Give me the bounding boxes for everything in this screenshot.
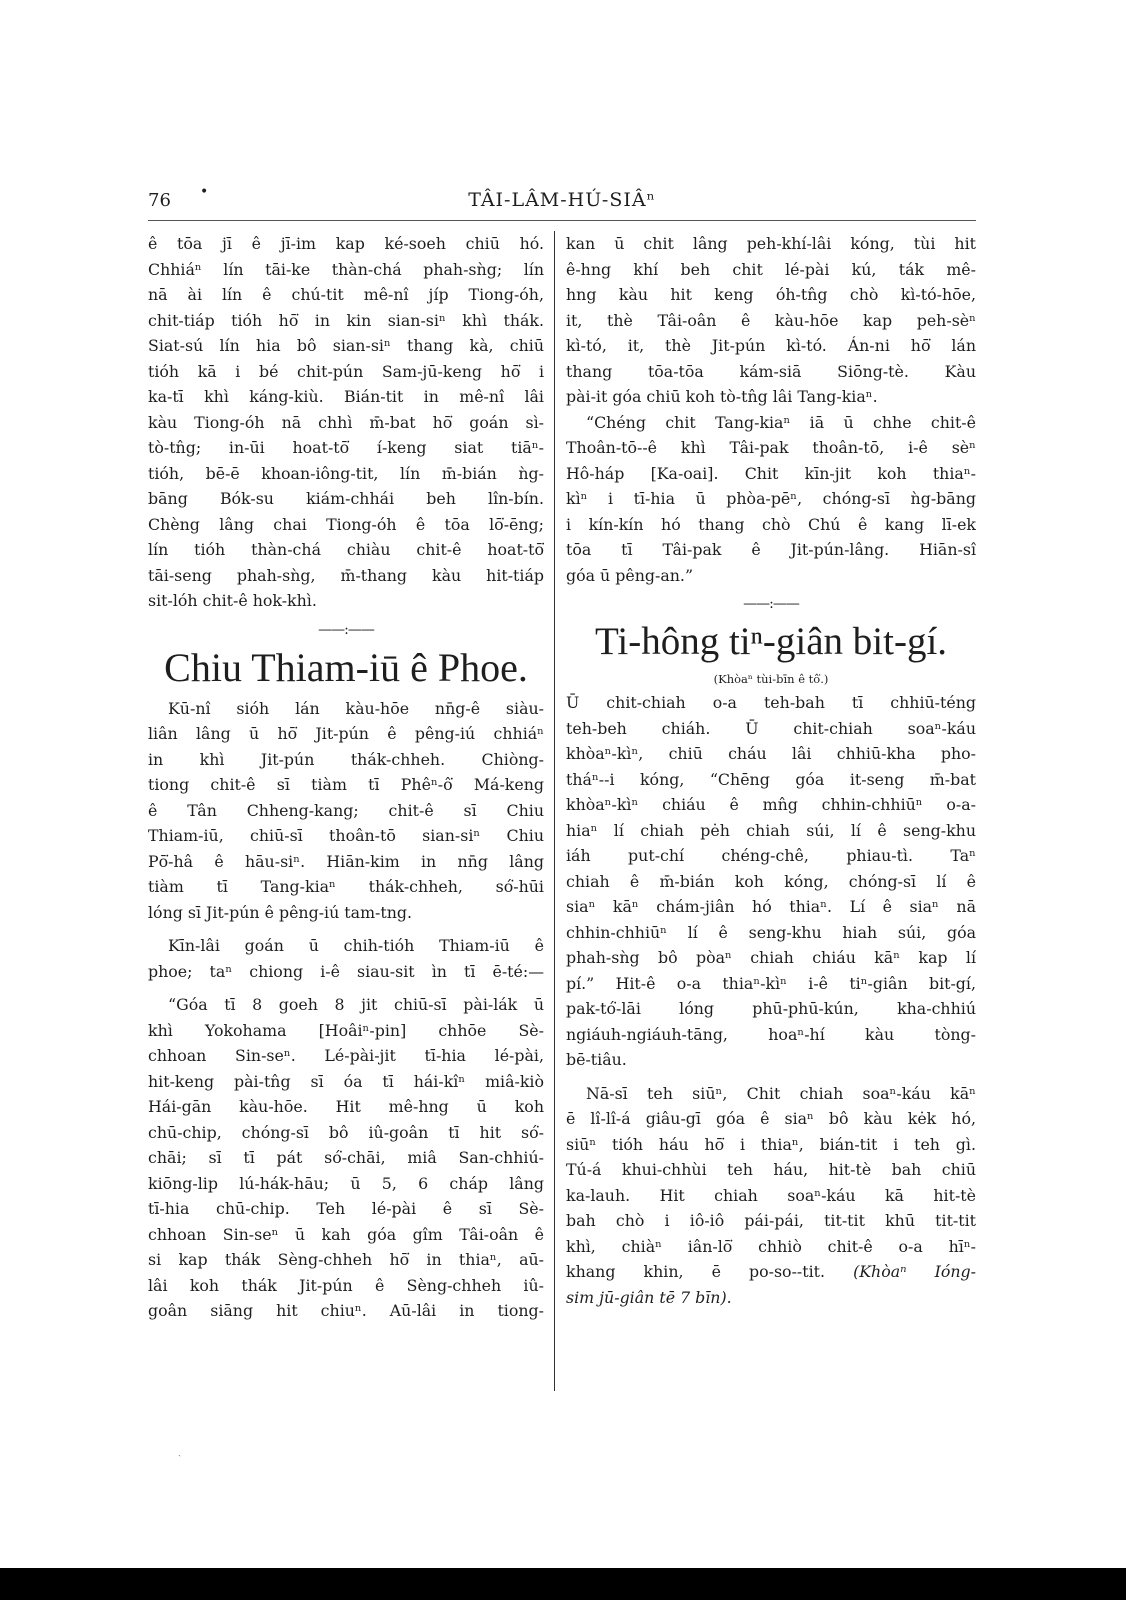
text-line: teh-beh chiáh. Ū chit-chiah soaⁿ-káu [566, 718, 976, 738]
text-line: kàu Tiong-óh nā chhì m̄-bat hō͘ goán sì- [148, 412, 544, 432]
left-column [148, 231, 544, 1324]
text-line: Tú-á khui-chhùi teh háu, hit-tè bah chiū [566, 1160, 976, 1179]
text-line: iáh put-chí chéng-chê, phiau-tì. Taⁿ [566, 846, 976, 865]
text-line: ē lî-lî-á giâu-gī góa ê siaⁿ bô kàu kėk hó, [566, 1109, 976, 1128]
page-header [148, 186, 976, 221]
separator: ——:—— [318, 621, 374, 638]
text-line: tōa tī Tâi-pak ê Jit-pún-lâng. Hiān-sî [566, 540, 976, 559]
text-line: lâi koh thák Jit-pún ê Sèng-chheh iû- [148, 1275, 544, 1295]
text-line: ka-tī khì káng-kiù. Bián-tit in mê-nî lâi [148, 387, 544, 406]
right-quote-paragraph [566, 410, 976, 589]
right-paragraph-2 [566, 1081, 976, 1285]
fable-heading: Ti-hông tiⁿ-giân bit-gí. [594, 620, 948, 663]
text-line: liân lâng ū hō͘ Jit-pún ê pêng-iú chhiáⁿ [148, 724, 544, 743]
text-line: si kap thák Sèng-chheh hō͘ in thiaⁿ, aū- [148, 1250, 544, 1269]
page-number: 76 [148, 190, 171, 211]
separator: ——:—— [743, 596, 799, 612]
text-line: lín tióh thàn-chá chiàu chit-ê hoat-tō͘ [148, 540, 544, 559]
text-line [566, 1259, 976, 1285]
text-line: Thiam-iū, chiū-sī thoân-tō sian-siⁿ Chiu [148, 826, 544, 845]
text-line: siaⁿ kāⁿ chám-jiân hó thiaⁿ. Lí ê siaⁿ nā [566, 897, 976, 916]
article-heading: Chiu Thiam-iū ê Phoe. [164, 644, 528, 690]
text-line: kìⁿ i tī-hia ū phòa-pēⁿ, chóng-sī ǹg-bāng [566, 489, 976, 508]
right-top-paragraph [566, 231, 976, 410]
text-line: nā ài lín ê chú-tit mê-nî jíp Tiong-óh, [148, 285, 544, 304]
text-line: hit-keng pài-tn̂g sī óa tī hái-kîⁿ miâ-kiò [148, 1071, 544, 1091]
italic-reference: (Khòaⁿ Ióng- [853, 1262, 976, 1281]
page [148, 184, 976, 1320]
text-line: phoe; taⁿ chiong i-ê siau-sit ìn tī ē-té:— [148, 961, 544, 981]
text-line: phah-sǹg bô pòaⁿ chiah chiáu kāⁿ kap lí [566, 948, 976, 967]
text-line: Hô-háp [Ka-oai]. Chit kīn-jit koh thiaⁿ- [566, 463, 976, 483]
right-column [566, 231, 976, 1310]
text-line: bah chò i iô-iô pái-pái, tit-tit khū tit-tit [566, 1211, 976, 1230]
text-line: ngiáuh-ngiáuh-tāng, hoaⁿ-hí kàu tòng- [566, 1024, 976, 1044]
text-line: tī-hia chū-chip. Teh lé-pài ê sī Sè- [148, 1199, 544, 1218]
text-line: “Chéng chit Tang-kiaⁿ iā ū chhe chit-ê [586, 412, 976, 432]
left-intro-paragraph [148, 231, 544, 614]
text-line: Nā-sī teh siūⁿ, Chit chiah soaⁿ-káu kāⁿ [586, 1083, 976, 1103]
text-line: lóng sī Jit-pún ê pêng-iú tam-tng. [148, 902, 413, 922]
text-line: tiàm tī Tang-kiaⁿ thák-chheh, só͘-hūi [148, 877, 544, 896]
text-line: bāng Bók-su kiám-chhái beh lîn-bín. [148, 489, 544, 508]
text-line: Chèng lâng chai Tiong-óh ê tōa lō͘-ēng; [148, 514, 544, 534]
text-line: tióh kā i bé chit-pún Sam-jū-keng hō͘ i [148, 361, 544, 381]
bottom-bar [0, 1568, 1126, 1600]
text-line: goân siāng hit chiuⁿ. Aū-lâi in tiong- [148, 1301, 544, 1320]
text-line: hng kàu hit keng óh-tn̂g chò kì-tó-hōe, [566, 285, 976, 304]
right-paragraph-1 [566, 690, 976, 1073]
text-line: it, thè Tâi-oân ê kàu-hōe kap peh-sèⁿ [566, 310, 976, 330]
text-line: chiah ê m̄-bián koh kóng, chóng-sī lí ê [566, 871, 976, 891]
picture-note: (Khòaⁿ tùi-bīn ê tô͘.) [713, 672, 829, 686]
text-fragment: khang khin, ē po-so--tit. [566, 1262, 854, 1281]
text-line: bē-tiâu. [566, 1050, 627, 1069]
text-line: ka-lauh. Hit chiah soaⁿ-káu kā hit-tè [566, 1185, 976, 1205]
text-line: tióh, bē-ē khoan-iông-tit, lín m̄-bián ǹg- [148, 463, 544, 483]
text-line: Chhiáⁿ lín tāi-ke thàn-chá phah-sǹg; lín [148, 259, 544, 279]
text-line: ê-hng khí beh chit lé-pài kú, ták mê- [566, 259, 976, 279]
text-line: ê tōa jī ê jī-im kap ké-soeh chiū hó. [148, 234, 544, 253]
text-line: khì, chiàⁿ iân-lō͘ chhiò chit-ê o-a hīⁿ- [566, 1236, 976, 1256]
text-line: “Góa tī 8 goeh 8 jit chiū-sī pài-lák ū [168, 995, 544, 1014]
text-line: ê Tân Chheng-kang; chit-ê sī Chiu [148, 800, 544, 820]
text-line: pí.” Hit-ê o-a thiaⁿ-kìⁿ i-ê tiⁿ-giân bit-gí, [566, 973, 976, 993]
text-line: tháⁿ--i kóng, “Chēng góa it-seng m̄-bat [566, 769, 976, 789]
text-line: Thoân-tō--ê khì Tâi-pak thoân-tō, i-ê sèⁿ [566, 438, 976, 457]
text-line: chāi; sī tī pát só͘-chāi, miâ San-chhiú- [148, 1148, 544, 1167]
text-line: pak-tó͘-lāi lóng phū-phū-kún, kha-chhiú [566, 999, 976, 1018]
italic-line: sim jū-giân tē 7 bīn). [566, 1287, 732, 1307]
text-line: pài-it góa chiū koh tò-tn̂g lâi Tang-kiaⁿ. [566, 387, 878, 406]
text-line: tò-tn̂g; in-ūi hoat-tō͘ í-keng siat tiāⁿ- [148, 438, 544, 457]
text-line: kan ū chit lâng peh-khí-lâi kóng, tùi hit [566, 234, 976, 253]
stray-mark: ˎ [178, 1446, 182, 1457]
left-paragraph-3 [148, 992, 544, 1324]
text-line: hiaⁿ lí chiah pėh chiah súi, lí ê seng-khu [566, 820, 976, 840]
running-title: TÂI-LÂM-HÚ-SIÂⁿ [468, 189, 656, 211]
text-line: siūⁿ tióh háu hō͘ i thiaⁿ, bián-tit i teh gì. [566, 1134, 976, 1154]
text-line: chhin-chhiūⁿ lí ê seng-khu hiah súi, góa [566, 922, 976, 942]
text-line: in khì Jit-pún thák-chheh. Chiòng- [148, 749, 544, 769]
text-line: Siat-sú lín hia bô sian-siⁿ thang kà, chiū [148, 336, 544, 355]
text-line: khì Yokohama [Hoâiⁿ-pin] chhōe Sè- [148, 1020, 544, 1040]
text-line: i kín-kín hó thang chò Chú ê kang lī-ek [566, 514, 976, 534]
text-line: thang tōa-tōa kám-siā Siōng-tè. Kàu [566, 361, 976, 381]
text-line: kì-tó, it, thè Jit-pún kì-tó. Án-ni hō͘ lán [566, 336, 976, 355]
text-line: Ū chit-chiah o-a teh-bah tī chhiū-téng [566, 693, 976, 712]
text-line: Pō͘-hâ ê hāu-siⁿ. Hiān-kim in nn̄g lâng [148, 851, 544, 871]
text-line [566, 1285, 976, 1311]
left-paragraph-1 [148, 696, 544, 926]
header-dot: • [200, 184, 209, 200]
text-line: tāi-seng phah-sǹg, m̄-thang kàu hit-tiáp [148, 565, 544, 585]
left-paragraph-2 [148, 933, 544, 984]
text-line: Hái-gān kàu-hōe. Hit mê-hng ū koh [148, 1097, 544, 1116]
text-line: chhoan Sin-seⁿ ū kah góa gîm Tâi-oân ê [148, 1224, 544, 1244]
text-line: góa ū pêng-an.” [566, 565, 694, 585]
text-line: tiong chit-ê sī tiàm tī Phêⁿ-ô͘ Má-keng [148, 775, 544, 794]
text-line: chhoan Sin-seⁿ. Lé-pài-jit tī-hia lé-pài, [148, 1046, 544, 1065]
text-line: sit-lóh chit-ê hok-khì. [148, 591, 317, 610]
text-line: khòaⁿ-kìⁿ, chiū cháu lâi chhiū-kha pho- [566, 744, 976, 763]
text-line: chit-tiáp tióh hō͘ in kin sian-siⁿ khì thák. [148, 310, 544, 330]
text-line: Kīn-lâi goán ū chih-tióh Thiam-iū ê [168, 936, 544, 955]
text-line: khòaⁿ-kìⁿ chiáu ê mn̂g chhin-chhiūⁿ o-a- [566, 795, 976, 814]
text-line: kiōng-lip lú-hák-hāu; ū 5, 6 cháp lâng [148, 1173, 544, 1193]
text-line: Kū-nî sióh lán kàu-hōe nn̄g-ê siàu- [168, 698, 544, 718]
column-rule [554, 231, 555, 1391]
text-line: chū-chip, chóng-sī bô iû-goân tī hit só͘- [148, 1122, 544, 1142]
